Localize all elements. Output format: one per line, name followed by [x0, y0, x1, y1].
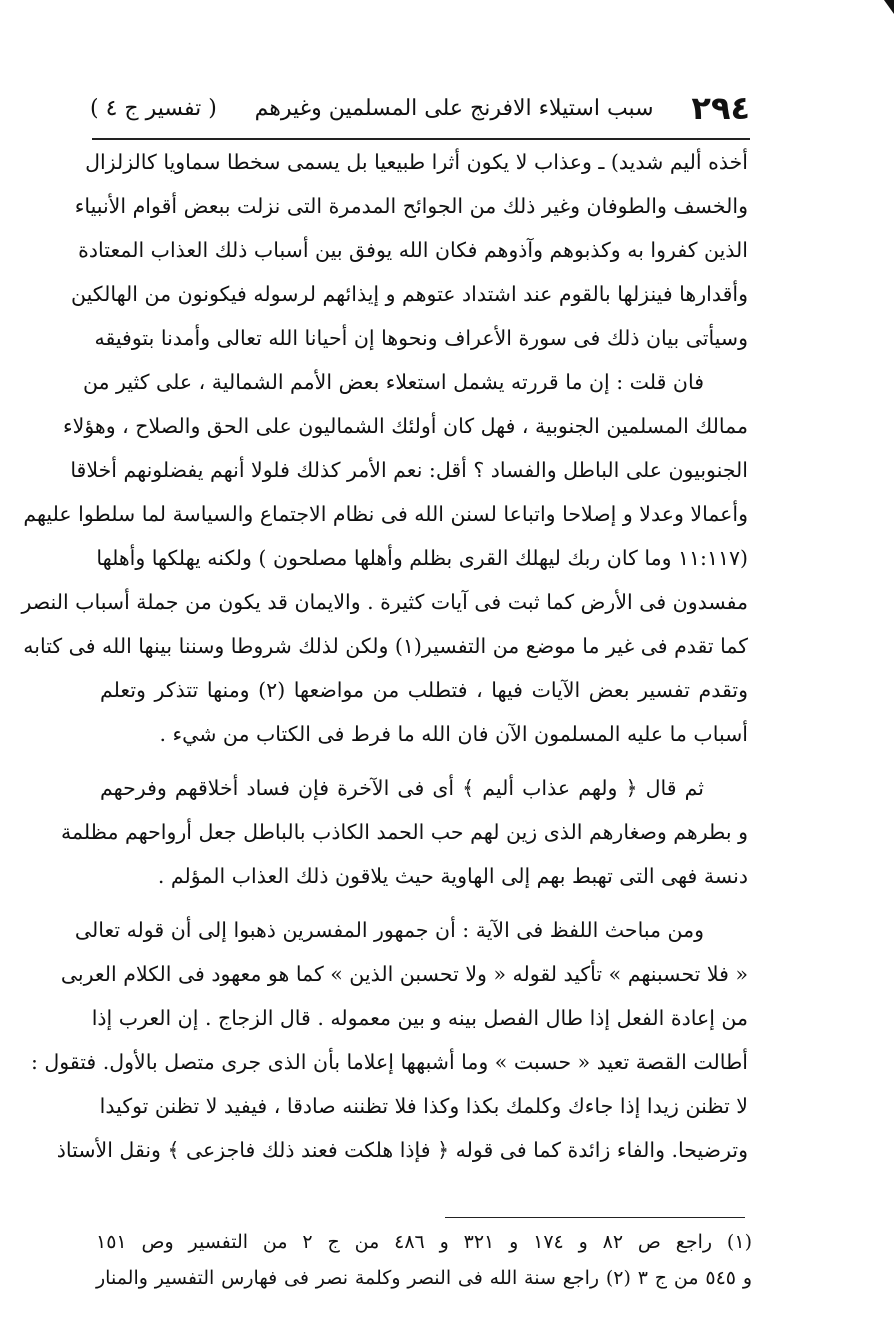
paragraph — [21, 360, 748, 756]
running-head-title: سبب استيلاء الافرنج على المسلمين وغيرهم — [254, 95, 654, 121]
text-line: وترضيحا. والفاء زائدة كما فى قوله ﴿ فإذا هلكت فعند ذلك فاجزعى ﴾ ونقل الأستاذ — [56, 1138, 748, 1162]
text-line: أسباب ما عليه المسلمون الآن فان الله ما فرط فى الكتاب من شيء . — [159, 722, 748, 746]
text-line: وسيأتى بيان ذلك فى سورة الأعراف ونحوها إن أحيانا الله تعالى وأمدنا بتوفيقه — [94, 326, 748, 350]
text-line: أخذه أليم شديد) ـ وعذاب لا يكون أثرا طبيعيا بل يسمى سخطا سماويا كالزلزال — [85, 150, 748, 174]
text-line: وأقدارها فينزلها بالقوم عند اشتداد عتوهم و إيذائهم لرسوله فيكونون من الهالكين — [71, 282, 748, 306]
text-line: من إعادة الفعل إذا طال الفصل بينه و بين معموله . قال الزجاج . إن العرب إذا — [91, 1006, 748, 1030]
text-line: الجنوبيون على الباطل والفساد ؟ أقل: نعم الأمر كذلك فلولا أنهم يفضلونهم أخلاقا — [70, 458, 748, 482]
page-number: ٢٩٤ — [691, 89, 750, 127]
footnote-rule — [445, 1217, 745, 1218]
paragraph — [71, 140, 748, 360]
text-line: لا تظنن زيدا إذا جاءك وكلمك بكذا وكذا فلا تظننه صادقا ، فيفيد لا تظنن توكيدا — [99, 1094, 748, 1118]
text-line: ثم قال ﴿ ولهم عذاب أليم ﴾ أى فى الآخرة فإن فساد أخلاقهم وفرحهم — [100, 776, 704, 800]
text-line: ممالك المسلمين الجنوبية ، فهل كان أولئك الشماليون على الحق والصلاح ، وهؤلاء — [62, 414, 748, 438]
text-line: كما تقدم فى غير ما موضع من التفسير(١) ولكن لذلك شروطا وسننا بينها الله فى كتابه — [23, 634, 748, 658]
running-head — [90, 82, 750, 134]
text-line: دنسة فهى التى تهبط بهم إلى الهاوية حيث يلاقون ذلك العذاب المؤلم . — [157, 864, 748, 888]
text-line: (١١:١١٧ وما كان ربك ليهلك القرى بظلم وأهلها مصلحون ) ولكنه يهلكها وأهلها — [96, 546, 748, 570]
text-line: فان قلت : إن ما قررته يشمل استعلاء بعض الأمم الشمالية ، على كثير من — [82, 370, 704, 394]
paragraph — [61, 766, 748, 898]
text-line: والخسف والطوفان وغير ذلك من الجوائح المدمرة التى نزلت ببعض أقوام الأنبياء — [74, 194, 748, 218]
corner-mark — [884, 0, 894, 14]
text-line: مفسدون فى الأرض كما ثبت فى آيات كثيرة . والايمان قد يكون من جملة أسباب النصر — [21, 590, 748, 614]
text-line: « فلا تحسبنهم » تأكيد لقوله « ولا تحسبن الذين » كما هو معهود فى الكلام العربى — [60, 962, 748, 986]
text-line: وأعمالا وعدلا و إصلاحا واتباعا لسنن الله فى نظام الاجتماع والسياسة لما سلطوا عليهم — [23, 502, 748, 526]
footnote-line: (١) راجع ص ٨٢ و ١٧٤ و ٣٢١ و ٤٨٦ من ج ٢ من التفسير وص ١٥١ — [96, 1231, 752, 1253]
text-line: الذين كفروا به وكذبوهم وآذوهم فكان الله يوفق بين أسباب ذلك العذاب المعتادة — [78, 238, 748, 262]
paragraph — [30, 908, 748, 1172]
footnotes — [96, 1224, 752, 1296]
text-line: أطالت القصة تعيد « حسبت » وما أشبهها إعلاما بأن الذى جرى متصل بالأول. فتقول : — [30, 1050, 748, 1074]
text-line: و بطرهم وصغارهم الذى زين لهم حب الحمد الكاذب بالباطل جعل أرواحهم مظلمة — [61, 820, 748, 844]
running-head-reference: ( تفسير ج ٤ ) — [90, 95, 217, 121]
footnote-line: و ٥٤٥ من ج ٣ (٢) راجع سنة الله فى النصر وكلمة نصر فى فهارس التفسير والمنار — [96, 1267, 753, 1289]
text-line: ومن مباحث اللفظ فى الآية : أن جمهور المفسرين ذهبوا إلى أن قوله تعالى — [74, 918, 704, 942]
text-line: وتقدم تفسير بعض الآيات فيها ، فتطلب من مواضعها (٢) ومنها تتذكر وتعلم — [100, 678, 748, 702]
body-text — [21, 140, 748, 1172]
